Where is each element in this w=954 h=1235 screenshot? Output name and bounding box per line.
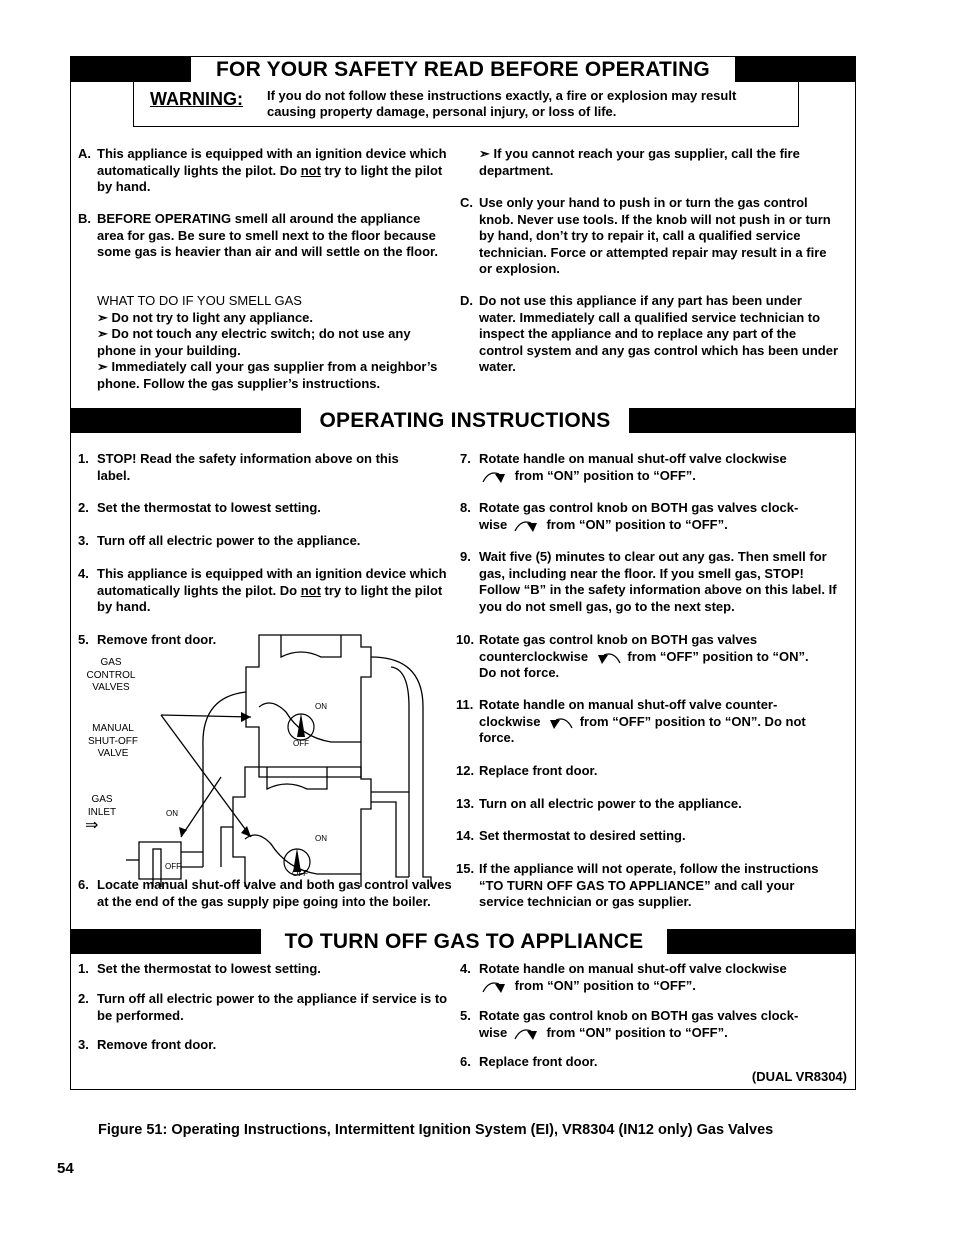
step-text: Turn off all electric power to the appliance if service is to be performed. — [97, 991, 448, 1023]
step-number: 9. — [460, 549, 471, 564]
valve-off-label: OFF — [165, 862, 181, 871]
step-number: 8. — [460, 500, 471, 515]
step-number: 4. — [460, 961, 471, 976]
label-line: GAS — [100, 657, 122, 668]
step-number: 12. — [456, 763, 475, 778]
step-number: 3. — [78, 1037, 89, 1052]
step-text-end: Do not force. — [479, 665, 560, 681]
safety-header-bar — [71, 57, 855, 82]
step-number: 3. — [78, 533, 89, 548]
step-number: 14. — [456, 828, 475, 843]
step-text: Rotate gas control knob on BOTH gas valves clock- — [479, 500, 799, 515]
label-manual-shutoff-valve — [79, 723, 147, 761]
step-text: from “OFF” position to “ON”. — [627, 648, 809, 664]
operating-step — [78, 533, 448, 550]
step-text-end: from “ON” position to “OFF”. — [514, 977, 696, 993]
step-text: Remove front door. — [97, 1037, 217, 1052]
safety-title: FOR YOUR SAFETY READ BEFORE OPERATING — [191, 57, 735, 82]
operating-step — [456, 828, 846, 845]
page-number: 54 — [57, 1160, 74, 1177]
step-text: Set thermostat to desired setting. — [479, 828, 686, 843]
operating-step — [460, 549, 845, 615]
step-number: 2. — [78, 500, 89, 515]
warning-label: WARNING: — [150, 89, 243, 109]
label-line: VALVE — [97, 748, 129, 759]
step-text: Rotate gas control knob on BOTH gas valves — [479, 632, 758, 647]
step-number: 11. — [456, 697, 474, 712]
label-line: MANUAL — [92, 723, 134, 734]
step-text: Rotate handle on manual shut-off valve clockwise — [479, 961, 787, 976]
step-text-end: from “ON” position to “OFF”. — [514, 467, 696, 483]
safety-item-letter: D. — [460, 293, 473, 308]
label-line: VALVES — [92, 682, 130, 693]
step-text: This appliance is equipped with an ignition device which automatically lights the pilot. Do — [97, 566, 447, 598]
safety-item-c-text: Use only your hand to push in or turn the gas control knob. Never use tools. If the knob will not push in or turn by hand, don’t try to repair it, call a qualified service technician. Force or attempted repair may result in a fire or explosion. — [479, 195, 831, 276]
step-text-end: try to light the pilot by hand. — [97, 582, 443, 614]
safety-item-a — [78, 146, 448, 196]
step-text: wise — [479, 1024, 508, 1040]
safety-item-a-text-end: try to light the pilot by hand. — [97, 162, 443, 194]
warning-box — [133, 81, 799, 127]
turnoff-step — [460, 1008, 845, 1041]
step-text: STOP! Read the safety information above on this label. — [97, 451, 399, 483]
label-gas-inlet — [79, 794, 125, 819]
turnoff-header-bar — [71, 929, 855, 954]
label-line: GAS — [91, 794, 113, 805]
step-text: Set the thermostat to lowest setting. — [97, 961, 321, 976]
smell-gas-section — [97, 293, 447, 392]
smell-gas-item: ➣ Immediately call your gas supplier from a neighbor’s phone. Follow the gas supplier’s instructions. — [97, 359, 438, 391]
step-text: from “OFF” position to “ON”. Do not — [579, 713, 806, 729]
step-number: 7. — [460, 451, 471, 466]
safety-item-letter: B. — [78, 211, 91, 226]
turnoff-step — [78, 1037, 458, 1054]
step-text: Remove front door. — [97, 632, 217, 647]
step-text: Locate manual shut-off valve and both gas control valves at the end of the gas supply pipe going into the boiler. — [97, 877, 452, 909]
operating-step — [460, 500, 845, 533]
step-text: If the appliance will not operate, follow the instructions “TO TURN OFF GAS TO APPLIANCE” and call your service technician or gas supplier. — [479, 861, 819, 909]
operating-step — [456, 632, 846, 682]
operating-step — [460, 451, 845, 484]
label-line: INLET — [87, 806, 117, 818]
operating-step — [456, 697, 846, 747]
safety-item-b — [78, 211, 448, 261]
step-number: 5. — [460, 1008, 471, 1023]
warning-text: If you do not follow these instructions exactly, a fire or explosion may result causing property damage, personal injury, or loss of life. — [267, 88, 737, 119]
operating-step — [78, 566, 448, 616]
emphasis-not: not — [300, 582, 321, 598]
valve-on-label: ON — [166, 809, 178, 818]
operating-header-bar — [71, 408, 855, 433]
step-text: Replace front door. — [479, 763, 598, 778]
knob-on-label: ON — [315, 834, 327, 843]
safety-item-d — [460, 293, 840, 376]
step-number: 1. — [78, 451, 89, 466]
operating-step — [456, 796, 846, 813]
smell-gas-item: ➣ Do not try to light any appliance. — [97, 309, 314, 325]
step-number: 13. — [456, 796, 475, 811]
turnoff-title: TO TURN OFF GAS TO APPLIANCE — [261, 929, 667, 954]
step-text: Rotate handle on manual shut-off valve counter- — [479, 697, 778, 712]
operating-step — [78, 451, 433, 484]
clockwise-icon — [511, 1025, 543, 1041]
turnoff-step — [78, 961, 458, 978]
step-text: counterclockwise — [479, 648, 589, 664]
step-number: 15. — [456, 861, 475, 876]
operating-step — [456, 861, 826, 911]
emphasis-not: not — [300, 162, 321, 178]
safety-item-letter: C. — [460, 195, 473, 210]
knob-off-label: OFF — [293, 739, 309, 748]
clockwise-icon — [479, 468, 511, 484]
step-text: Turn off all electric power to the appliance. — [97, 533, 361, 548]
step-number: 2. — [78, 991, 89, 1006]
turnoff-step — [78, 991, 458, 1024]
step-text-end: from “ON” position to “OFF”. — [546, 1024, 728, 1040]
step-text: Rotate gas control knob on BOTH gas valves clock- — [479, 1008, 799, 1023]
step-text-end: from “ON” position to “OFF”. — [546, 516, 728, 532]
label-line: SHUT-OFF — [88, 735, 138, 747]
arrow-inlet-icon: ⇒ — [85, 817, 99, 834]
operating-step — [456, 763, 846, 780]
step-text: Rotate handle on manual shut-off valve clockwise — [479, 451, 787, 466]
step-number: 6. — [460, 1054, 471, 1069]
safety-item-d-text: Do not use this appliance if any part has been under water. Immediately call a qualified service technician to inspect the appliance and to replace any part of the control system and any gas control which has been under water. — [479, 293, 839, 374]
step-text: Replace front door. — [479, 1054, 598, 1069]
step-number: 4. — [78, 566, 89, 581]
model-label: (DUAL VR8304) — [751, 1069, 847, 1084]
counterclockwise-icon — [592, 649, 624, 665]
knob-off-label: OFF — [292, 869, 308, 878]
counterclockwise-icon — [544, 714, 576, 730]
figure-caption: Figure 51: Operating Instructions, Intermittent Ignition System (EI), VR8304 (IN12 only) Gas Valves — [98, 1122, 774, 1138]
label-gas-control-valves — [79, 657, 143, 695]
step-number: 1. — [78, 961, 89, 976]
operating-title: OPERATING INSTRUCTIONS — [301, 408, 629, 433]
step-number: 6. — [78, 877, 89, 892]
smell-gas-item: ➣ Do not touch any electric switch; do not use any phone in your building. — [97, 326, 411, 358]
smell-gas-heading: WHAT TO DO IF YOU SMELL GAS — [97, 293, 302, 308]
knob-on-label: ON — [315, 702, 327, 711]
clockwise-icon — [511, 517, 543, 533]
upper-knob-group — [288, 713, 314, 740]
step-text: clockwise — [479, 713, 541, 729]
operating-step — [78, 500, 448, 517]
step-text: Wait five (5) minutes to clear out any gas. Then smell for gas, including near the floor. If you smell gas, STOP! Follow “B” in the safety information above on this label. If you do not smell gas, go to the next step. — [479, 549, 837, 614]
step-text: Turn on all electric power to the appliance. — [479, 796, 742, 811]
safety-item-a-text: This appliance is equipped with an ignition device which automatically lights the pilot. Do — [97, 146, 447, 178]
step-text: wise — [479, 516, 508, 532]
turnoff-step — [460, 961, 845, 994]
smell-gas-item-continued — [479, 146, 839, 179]
step-text: Set the thermostat to lowest setting. — [97, 500, 321, 515]
instruction-label — [70, 56, 856, 1090]
clockwise-icon — [479, 978, 511, 994]
step-number: 10. — [456, 632, 475, 647]
label-line: CONTROL — [86, 669, 136, 681]
safety-item-c — [460, 195, 840, 278]
safety-item-b-text: BEFORE OPERATING smell all around the appliance area for gas. Be sure to smell next to the floor because some gas is heavier than air and will settle on the floor. — [97, 211, 438, 259]
step-number: 5. — [78, 632, 89, 647]
safety-item-letter: A. — [78, 146, 91, 161]
step-text-end: force. — [479, 730, 515, 746]
smell-gas-item: ➣ If you cannot reach your gas supplier, call the fire department. — [479, 146, 800, 178]
